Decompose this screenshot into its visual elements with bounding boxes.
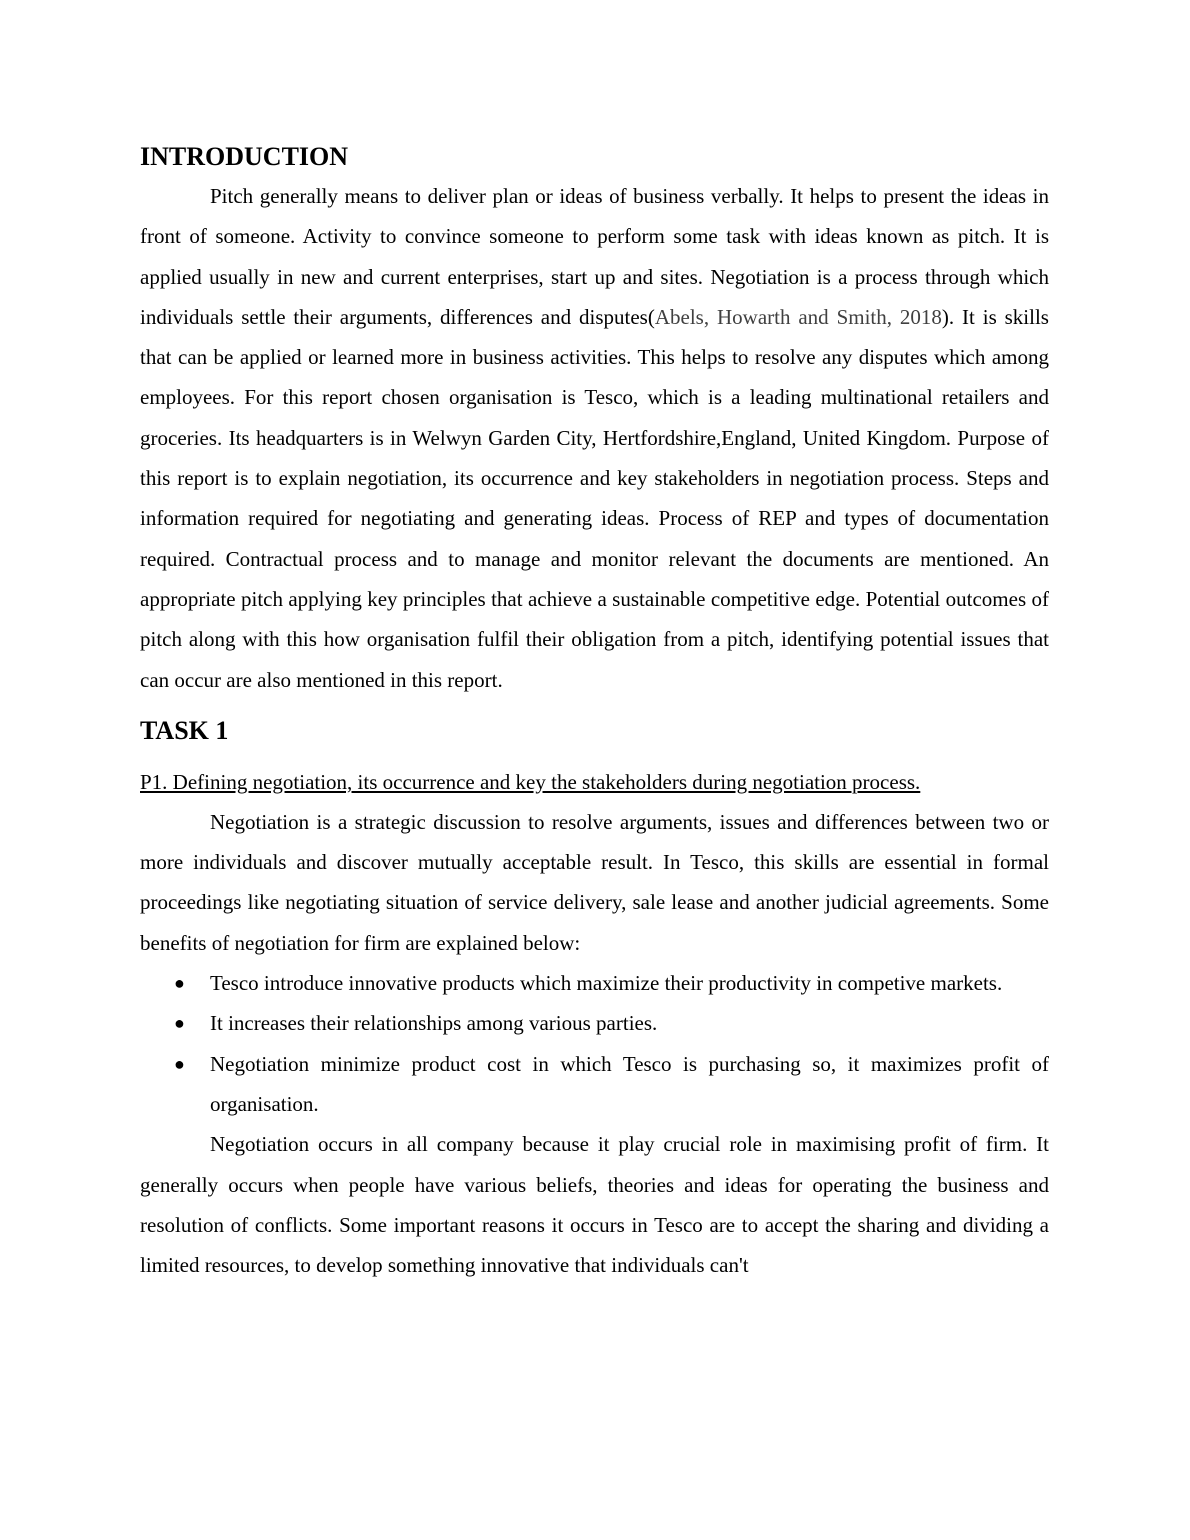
- list-item-text: Negotiation minimize product cost in which Tesco is purchasing so, it maximizes profit of organisation.: [210, 1051, 1049, 1116]
- introduction-text-part1: Pitch generally means to deliver plan or ideas of business verbally. It helps to present the ideas in front of someone. Activity to convince someone to perform some task with ideas known as pitch. It is applied usually in new and current enterprises, start up and sites. Negotiation is a process through which individuals settle their arguments, differences and disputes(: [140, 184, 1049, 329]
- list-item: [140, 1003, 1049, 1043]
- introduction-text-part2: ). It is skills that can be applied or learned more in business activities. This helps to resolve any disputes which among employees. For this report chosen organisation is Tesco, which is a leading multinational retailers and groceries. Its headquarters is in Welwyn Garden City, Hertfordshire,England, United Kingdom. Purpose of this report is to explain negotiation, its occurrence and key stakeholders in negotiation process. Steps and information required for negotiating and generating ideas. Process of REP and types of documentation required. Contractual process and to manage and monitor relevant the documents are mentioned. An appropriate pitch applying key principles that achieve a sustainable competitive edge. Potential outcomes of pitch along with this how organisation fulfil their obligation from a pitch, identifying potential issues that can occur are also mentioned in this report.: [140, 304, 1049, 692]
- p1-subheading: P1. Defining negotiation, its occurrence and key the stakeholders during negotiation process.: [140, 769, 921, 794]
- benefits-list: [140, 963, 1049, 1124]
- introduction-heading: INTRODUCTION: [140, 142, 349, 171]
- bullet-icon: ●: [174, 1013, 185, 1034]
- list-item-text: It increases their relationships among various parties.: [210, 1011, 658, 1036]
- document-page: [140, 140, 1049, 1285]
- bullet-icon: ●: [174, 973, 185, 994]
- list-item-text: Tesco introduce innovative products which maximize their productivity in competive markets.: [210, 971, 1003, 996]
- occurrence-paragraph: Negotiation occurs in all company because it play crucial role in maximising profit of firm. It generally occurs when people have various beliefs, theories and ideas for operating the business and resolution of conflicts. Some important reasons it occurs in Tesco are to accept the sharing and dividing a limited resources, to develop something innovative that individuals can't: [140, 1132, 1049, 1278]
- task1-heading: TASK 1: [140, 715, 229, 745]
- list-item: [140, 963, 1049, 1003]
- citation: Abels, Howarth and Smith, 2018: [654, 304, 942, 329]
- bullet-icon: ●: [174, 1053, 185, 1074]
- list-item: [140, 1044, 1049, 1125]
- negotiation-paragraph: Negotiation is a strategic discussion to resolve arguments, issues and differences between two or more individuals and discover mutually acceptable result. In Tesco, this skills are essential in formal proceedings like negotiating situation of service delivery, sale lease and another judicial agreements. Some benefits of negotiation for firm are explained below:: [140, 809, 1049, 955]
- introduction-paragraph: [140, 176, 1049, 700]
